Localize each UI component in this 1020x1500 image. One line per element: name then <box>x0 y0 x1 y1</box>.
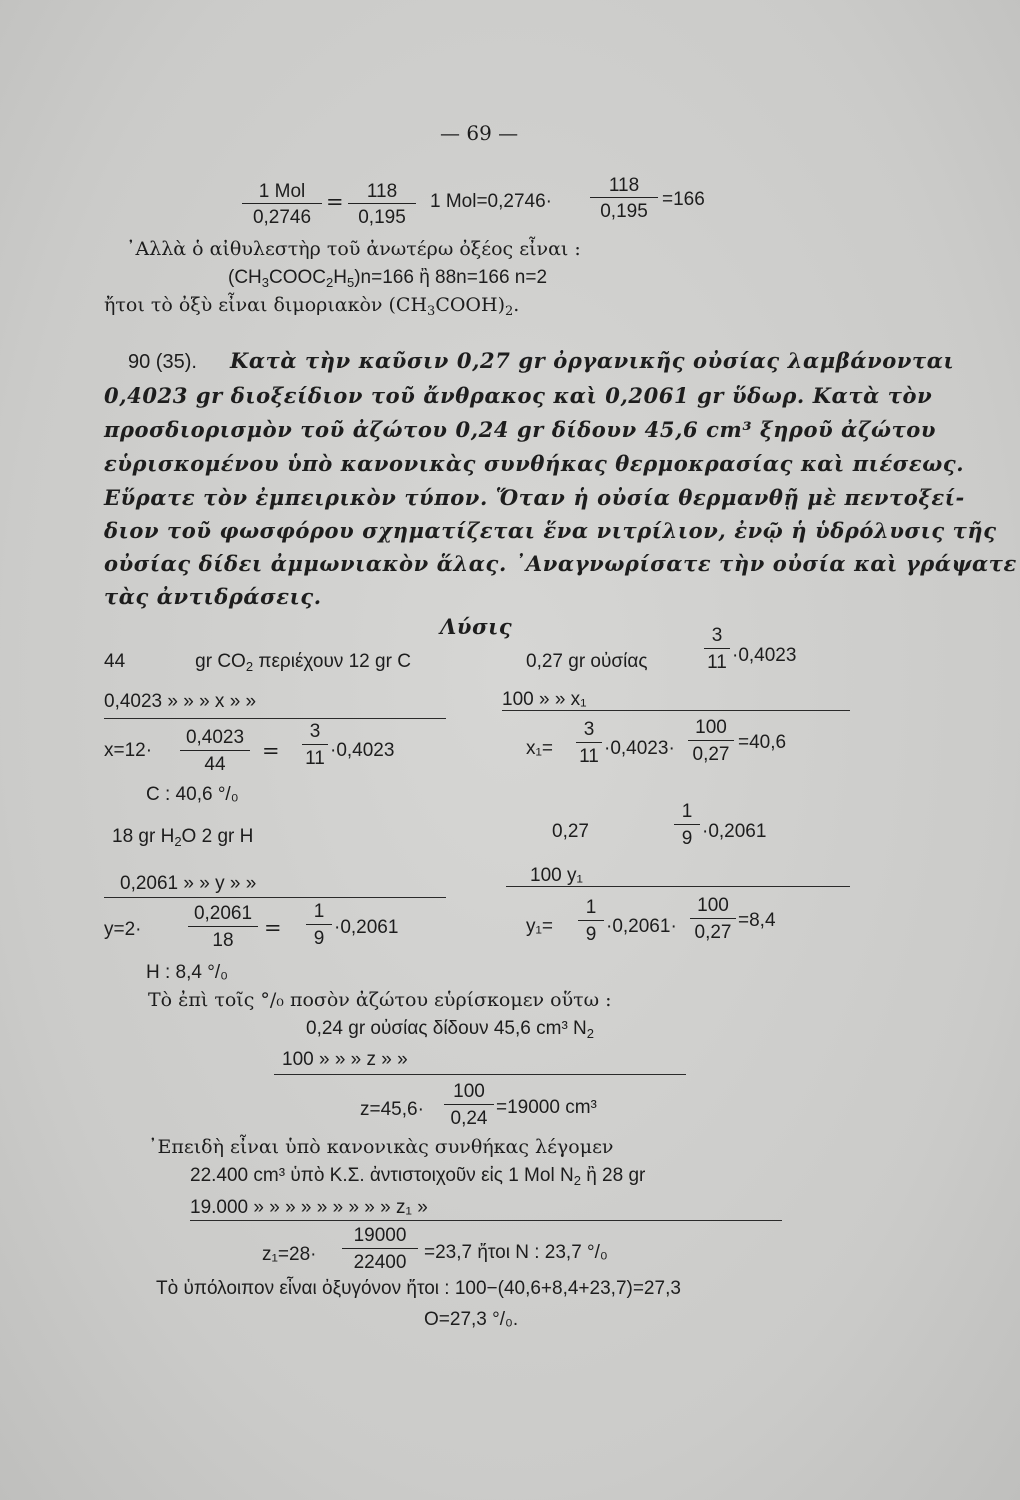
z1-fraction <box>342 1226 418 1276</box>
carbon-right-row-1: 0,27 gr οὐσίας <box>526 651 648 672</box>
denominator: 44 <box>204 754 226 775</box>
numerator: 118 <box>366 181 398 202</box>
oxygen-line: Τὸ ὑπόλοιπον εἶναι ὀξυγόνον ἤτοι : 100−(40,6+8,4+23,7)=27,3 <box>156 1278 681 1299</box>
since-line: ᾿Επειδὴ εἶναι ὑπὸ κανονικὰς συνθήκας λέγομεν <box>148 1136 614 1158</box>
y1-fraction-1-9 <box>578 898 604 948</box>
result-166: =166 <box>662 189 705 210</box>
denominator: 11 <box>579 746 599 767</box>
x1-fraction-100 <box>688 718 734 768</box>
numerator: 3 <box>309 721 321 742</box>
nitrogen-row-4: 19.000 » » » » » » » » » z₁ » <box>190 1197 428 1218</box>
fraction-bar <box>704 648 730 649</box>
fraction-bar <box>444 1104 494 1105</box>
numerator: 1 <box>585 897 597 918</box>
x1-mid: ·0,4023· <box>604 738 675 759</box>
denominator: 0,24 <box>450 1108 488 1129</box>
x-lhs: x=12· <box>104 740 153 761</box>
carbon-row-1: 44 gr $CO_2$ περιέχουν 12 gr C <box>104 651 411 674</box>
fraction-bar <box>348 203 416 204</box>
y-fraction <box>188 904 258 954</box>
y1-lhs: y₁= <box>526 916 554 937</box>
page-number: — 69 — <box>440 121 519 145</box>
fraction-bar <box>302 744 328 745</box>
numerator: 3 <box>583 719 595 740</box>
formula-line: $(CH_3COOC_2H_5)n=166$ ἢ 88n=166 n=2 <box>228 267 548 290</box>
hydrogen-row-1: 18 gr $H_2O$ 2 gr H <box>112 826 254 849</box>
fraction-bar <box>188 926 258 927</box>
y1-result: =8,4 <box>738 910 776 931</box>
z-lhs: z=45,6· <box>360 1099 424 1120</box>
y-lhs: y=2· <box>104 919 142 940</box>
denominator: 9 <box>585 924 597 945</box>
y-fraction-1-9 <box>306 902 332 952</box>
numerator: 3 <box>711 625 723 646</box>
fraction-bar <box>306 924 332 925</box>
carbon-right-row-2: 100 » » x₁ <box>502 689 587 710</box>
denominator: 0,27 <box>694 922 732 943</box>
problem-line-7: οὐσίας δίδει ἀμμωνιακὸν ἅλας. ᾿Αναγνωρίσατε τὴν οὐσία καὶ γράψατε <box>104 551 1017 576</box>
nitrogen-row-1: 0,24 gr οὐσίας δίδουν 45,6 cm³ $N_2$ <box>306 1018 595 1041</box>
nitrogen-row-3: 22.400 cm³ ὑπὸ Κ.Σ. ἀντιστοιχοῦν εἰς 1 Mol $N_2$ ἢ 28 gr <box>190 1165 646 1188</box>
x-equals: = <box>262 739 280 763</box>
carbon-rule <box>104 718 446 719</box>
fraction-mol <box>242 182 322 232</box>
numerator: 100 <box>453 1081 485 1102</box>
intro-line-4: ἤτοι τὸ ὀξὺ εἶναι διμοριακὸν $(CH_3COOH)_2$. <box>104 294 520 319</box>
denominator: 0,195 <box>358 207 406 228</box>
carbon-percent: C : 40,6 °/₀ <box>146 784 239 805</box>
numerator: 1 <box>681 801 693 822</box>
nitrogen-rule-2 <box>190 1220 782 1221</box>
numerator: 100 <box>695 717 727 738</box>
problem-line-8: τὰς ἀντιδράσεις. <box>104 584 322 609</box>
fraction-bar <box>688 740 734 741</box>
z1-result: =23,7 ἤτοι N : 23,7 °/₀ <box>424 1242 608 1263</box>
problem-line-1: Κατὰ τὴν καῦσιν 0,27 gr ὀργανικῆς οὐσίας λαμβάνονται <box>230 348 955 373</box>
equals: = <box>326 190 344 214</box>
hr-fraction-1-9 <box>674 802 700 852</box>
carbon-right-rule <box>502 710 850 711</box>
fraction-bar <box>180 750 250 751</box>
nitrogen-row-2: 100 » » » z » » <box>282 1049 408 1070</box>
nitrogen-rule <box>274 1074 686 1075</box>
intro-line-2: ᾿Αλλὰ ὁ αἰθυλεστὴρ τοῦ ἀνωτέρω ὀξέος εἶναι : <box>126 238 581 260</box>
y-tail: ·0,2061 <box>334 917 399 938</box>
carbon-row-2: 0,4023 » » » x » » <box>104 691 257 712</box>
denominator: 9 <box>681 828 693 849</box>
x-fraction <box>180 728 250 778</box>
numerator: 0,4023 <box>185 727 245 748</box>
hydrogen-right-row-2: 100 y₁ <box>530 865 583 886</box>
fraction-118 <box>348 182 416 232</box>
numerator: 19000 <box>353 1225 407 1246</box>
x-tail: ·0,4023 <box>330 740 395 761</box>
fraction-bar <box>690 918 736 919</box>
denominator: 9 <box>313 928 325 949</box>
hydrogen-rule <box>104 897 446 898</box>
x1-fraction-3-11 <box>576 720 602 770</box>
numerator: 1 <box>313 901 325 922</box>
numerator: 100 <box>697 895 729 916</box>
z-fraction <box>444 1082 494 1132</box>
nitrogen-intro: Τὸ ἐπὶ τοῖς °/₀ ποσὸν ἀζώτου εὑρίσκομεν οὕτω : <box>148 989 612 1011</box>
hydrogen-right-row-1: 0,27 <box>552 821 589 842</box>
denominator: 18 <box>212 930 234 951</box>
fraction-bar <box>590 197 658 198</box>
denominator: 22400 <box>353 1252 407 1273</box>
fraction-bar <box>578 920 604 921</box>
x1-result: =40,6 <box>738 732 787 753</box>
mol-expression: 1 Mol=0,2746· <box>430 191 552 212</box>
denominator: 0,27 <box>692 744 730 765</box>
oxygen-result: O=27,3 °/₀. <box>424 1309 519 1330</box>
denominator: 11 <box>305 748 325 769</box>
problem-line-5: Εὕρατε τὸν ἐμπειρικὸν τύπον. Ὅταν ἡ οὐσία θερμανθῇ μὲ πεντοξεί- <box>104 485 965 510</box>
cr-fraction-3-11 <box>704 626 730 676</box>
problem-number: 90 (35). <box>128 351 197 373</box>
x-fraction-3-11 <box>302 722 328 772</box>
fraction-bar <box>242 203 322 204</box>
fraction-bar <box>674 824 700 825</box>
problem-line-6: διον τοῦ φωσφόρου σχηματίζεται ἕνα νιτρίλιον, ἐνῷ ἡ ὑδρόλυσις τῆς <box>104 518 997 543</box>
fraction-bar <box>342 1248 418 1249</box>
denominator: 0,195 <box>600 201 648 222</box>
problem-line-2: 0,4023 gr διοξείδιον τοῦ ἄνθρακος καὶ 0,2061 gr ὕδωρ. Κατὰ τὸν <box>104 383 933 408</box>
fraction-bar <box>576 742 602 743</box>
numerator: 0,2061 <box>193 903 253 924</box>
hydrogen-percent: H : 8,4 °/₀ <box>146 962 229 983</box>
problem-line-4: εὑρισκομένου ὑπὸ κανονικὰς συνθήκας θερμοκρασίας καὶ πιέσεως. <box>104 451 965 476</box>
z-result: =19000 cm³ <box>496 1097 597 1118</box>
x1-lhs: x₁= <box>526 738 554 759</box>
solution-title: Λύσις <box>440 614 513 639</box>
numerator: 1 Mol <box>258 181 306 202</box>
y1-fraction-100 <box>690 896 736 946</box>
y-equals: = <box>264 916 282 940</box>
numerator: 118 <box>608 175 640 196</box>
hydrogen-row-2: 0,2061 » » y » » <box>120 873 257 894</box>
cr-tail: ·0,4023 <box>732 645 797 666</box>
hydrogen-right-rule <box>506 886 850 887</box>
problem-line-3: προσδιορισμὸν τοῦ ἀζώτου 0,24 gr δίδουν 45,6 cm³ ξηροῦ ἀζώτου <box>104 417 937 442</box>
y1-mid: ·0,2061· <box>606 916 677 937</box>
denominator: 11 <box>707 652 727 673</box>
z1-lhs: z₁=28· <box>262 1244 317 1265</box>
denominator: 0,2746 <box>252 207 312 228</box>
hr-tail: ·0,2061 <box>702 821 767 842</box>
fraction-118-b <box>590 176 658 226</box>
